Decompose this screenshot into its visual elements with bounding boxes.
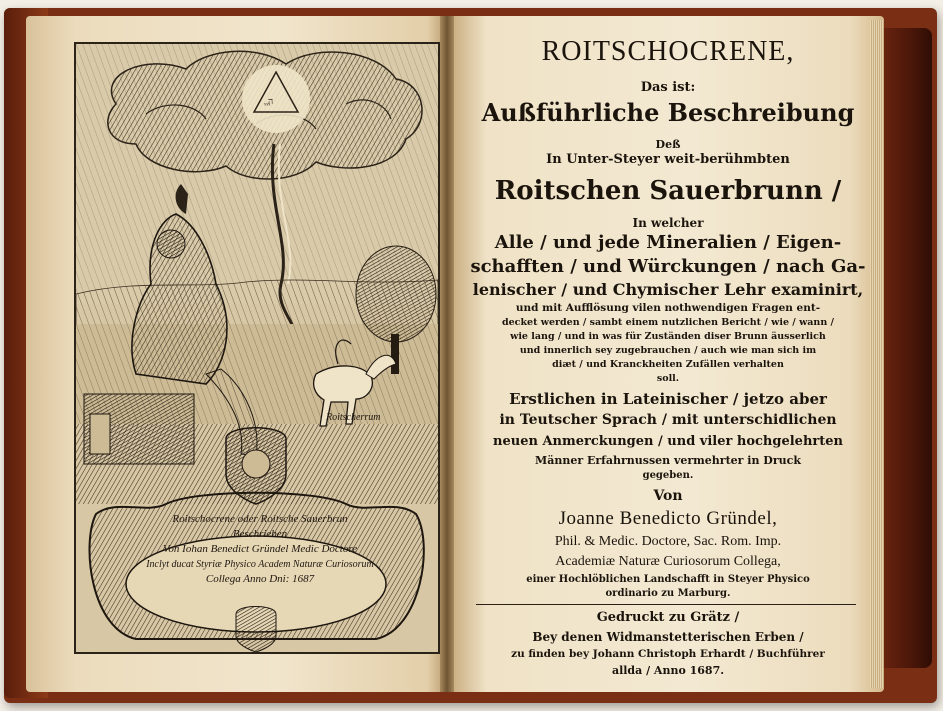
body-large-line: Alle / und jede Mineralien / Eigen- xyxy=(494,232,842,253)
book-title: ROITSCHOCRENE, xyxy=(541,36,795,67)
imprint-line: zu finden bey Johann Christoph Erhardt / Buchführer xyxy=(511,648,825,660)
line-in-welcher: In welcher xyxy=(632,216,704,230)
author-small-line: ordinario zu Marburg. xyxy=(605,588,731,599)
svg-text:ייי: ייי xyxy=(264,101,271,110)
cartouche-line: Von Iohan Benedict Gründel Medic Doctore xyxy=(162,543,358,555)
line-dess: Deß xyxy=(655,138,681,151)
book-gutter xyxy=(440,16,454,692)
svg-text:ה: ה xyxy=(268,97,274,107)
imprint-line: Bey denen Widmanstetterischen Erben / xyxy=(532,630,804,644)
cartouche-line: Roitschocrene oder Roitsche Sauerbrun xyxy=(172,513,348,525)
place-label: Roitscherrum xyxy=(326,412,381,423)
imprint-line: allda / Anno 1687. xyxy=(611,664,725,677)
cartouche-line: Collega Anno Dni: 1687 xyxy=(205,573,315,585)
body-small-line: decket werden / sambt einem nutzlichen Bericht / wie / wann / xyxy=(501,317,834,328)
spring-name: Roitschen Sauerbrunn / xyxy=(494,176,842,206)
second-block-line: in Teutscher Sprach / mit unterschidlichen xyxy=(499,412,837,428)
line-von: Von xyxy=(653,488,683,504)
line-location: In Unter-Steyer weit-berühmbten xyxy=(546,152,790,167)
second-block-line: neuen Anmerckungen / und viler hochgelehrten xyxy=(493,434,843,449)
divider-rule xyxy=(476,604,856,605)
author-name: Joanne Benedicto Gründel, xyxy=(558,508,778,529)
body-large-line: lenischer / und Chymischer Lehr examinirt, xyxy=(472,280,864,299)
body-small-line: wie lang / und in was für Zuständen diser Brunn äusserlich xyxy=(510,331,826,342)
cartouche-line: Beschrieben xyxy=(232,528,288,540)
book-cover-right-edge xyxy=(880,28,932,668)
author-title-line: Phil. & Medic. Doctore, Sac. Rom. Imp. xyxy=(554,534,782,549)
author-title-line: Academiæ Naturæ Curiosorum Collega, xyxy=(555,554,781,569)
imprint-heading: Gedruckt zu Grätz / xyxy=(596,610,740,625)
second-block-line: Erstlichen in Lateinischer / jetzo aber xyxy=(509,390,827,408)
body-small-line: soll. xyxy=(656,373,680,384)
body-large-line: schafften / und Würckungen / nach Ga- xyxy=(470,256,866,277)
second-block-line: Männer Erfahrnussen vermehrter in Druck xyxy=(535,454,801,467)
cartouche-line: Inclyt ducat Styriæ Physico Academ Naturæ Curiosorum xyxy=(146,559,374,570)
title-page xyxy=(462,36,874,686)
second-block-line: gegeben. xyxy=(642,470,694,481)
cartouche-inscription xyxy=(120,512,400,587)
body-small-line: und mit Aufflösung vilen nothwendigen Fragen ent- xyxy=(515,302,821,314)
subtitle-das-ist: Das ist: xyxy=(640,80,696,95)
body-small-line: und innerlich sey zugebrauchen / auch wie man sich im xyxy=(519,345,817,356)
body-small-line: diæt / und Kranckheiten Zufällen verhalten xyxy=(552,359,784,370)
heading-description: Außführliche Beschreibung xyxy=(481,98,855,127)
author-small-line: einer Hochlöblichen Landschafft in Steyer Physico xyxy=(526,574,810,585)
